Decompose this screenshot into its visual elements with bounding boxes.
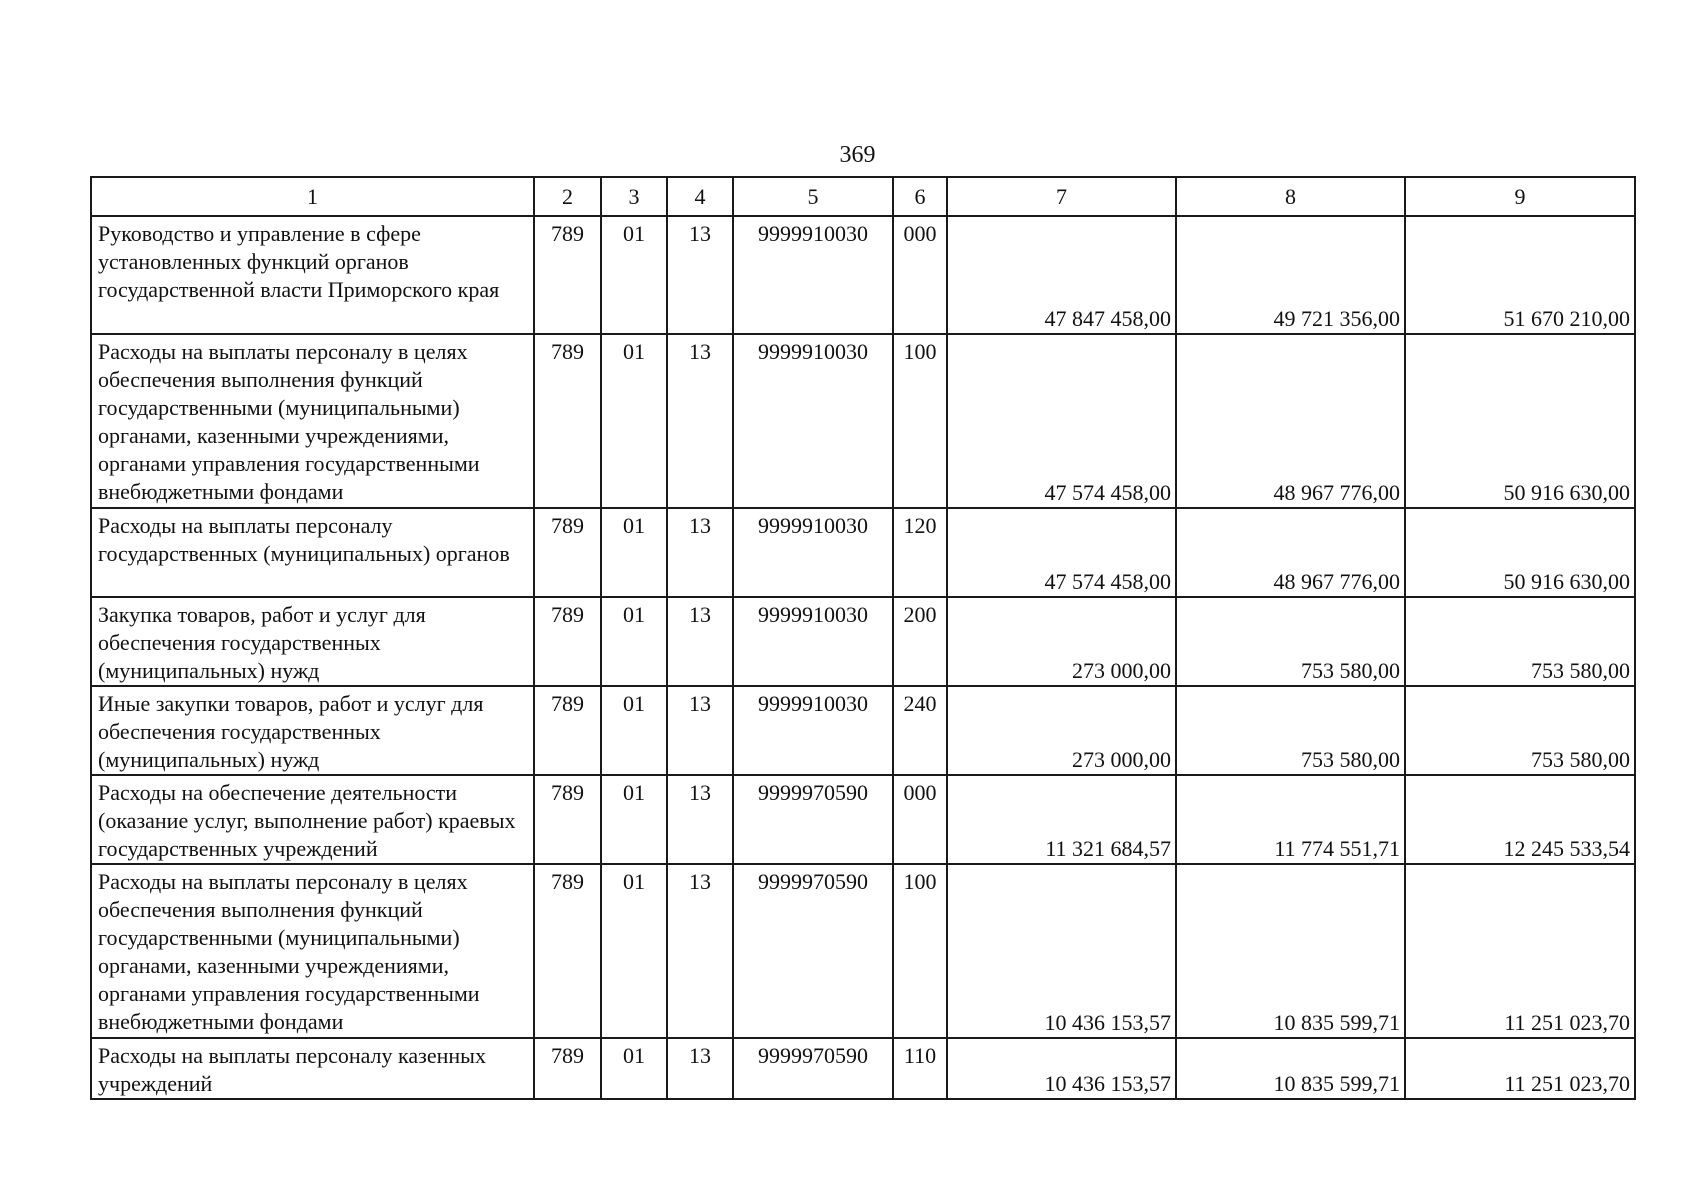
cell-col-7: 273 000,00 <box>947 686 1176 775</box>
cell-col-2: 789 <box>534 686 601 775</box>
cell-col-8: 10 835 599,71 <box>1176 864 1405 1038</box>
cell-col-2: 789 <box>534 216 601 334</box>
cell-col-6: 120 <box>893 508 947 597</box>
cell-col-2: 789 <box>534 508 601 597</box>
cell-col-9: 50 916 630,00 <box>1405 334 1635 508</box>
cell-col-3: 01 <box>601 508 667 597</box>
cell-col-6: 000 <box>893 775 947 864</box>
header-col-1: 1 <box>91 177 534 216</box>
table-row <box>91 686 1635 775</box>
cell-col-3: 01 <box>601 216 667 334</box>
cell-col-2: 789 <box>534 334 601 508</box>
cell-col-5: 9999970590 <box>733 775 893 864</box>
header-col-3: 3 <box>601 177 667 216</box>
table-row <box>91 597 1635 686</box>
cell-col-4: 13 <box>667 686 733 775</box>
budget-table <box>90 176 1636 1100</box>
cell-col-6: 100 <box>893 864 947 1038</box>
header-col-2: 2 <box>534 177 601 216</box>
cell-col-2: 789 <box>534 597 601 686</box>
cell-col-8: 48 967 776,00 <box>1176 334 1405 508</box>
cell-col-4: 13 <box>667 775 733 864</box>
cell-col-5: 9999970590 <box>733 864 893 1038</box>
cell-col-9: 51 670 210,00 <box>1405 216 1635 334</box>
header-col-5: 5 <box>733 177 893 216</box>
cell-col-3: 01 <box>601 597 667 686</box>
cell-col-8: 11 774 551,71 <box>1176 775 1405 864</box>
cell-col-5: 9999970590 <box>733 1038 893 1099</box>
table-row <box>91 508 1635 597</box>
cell-col-2: 789 <box>534 1038 601 1099</box>
cell-col-3: 01 <box>601 334 667 508</box>
cell-col-8: 753 580,00 <box>1176 686 1405 775</box>
table-row <box>91 334 1635 508</box>
cell-col-8: 753 580,00 <box>1176 597 1405 686</box>
cell-col-7: 273 000,00 <box>947 597 1176 686</box>
cell-col-6: 100 <box>893 334 947 508</box>
cell-col-6: 000 <box>893 216 947 334</box>
row-description: Расходы на выплаты персоналу казенных учреждений <box>91 1038 534 1099</box>
cell-col-7: 10 436 153,57 <box>947 1038 1176 1099</box>
cell-col-8: 48 967 776,00 <box>1176 508 1405 597</box>
cell-col-9: 50 916 630,00 <box>1405 508 1635 597</box>
cell-col-5: 9999910030 <box>733 686 893 775</box>
cell-col-9: 753 580,00 <box>1405 597 1635 686</box>
row-description: Расходы на обеспечение деятельности (оказание услуг, выполнение работ) краевых государственных учреждений <box>91 775 534 864</box>
cell-col-4: 13 <box>667 864 733 1038</box>
cell-col-4: 13 <box>667 334 733 508</box>
cell-col-4: 13 <box>667 1038 733 1099</box>
table-row <box>91 216 1635 334</box>
cell-col-6: 110 <box>893 1038 947 1099</box>
table-row <box>91 775 1635 864</box>
cell-col-7: 47 574 458,00 <box>947 334 1176 508</box>
cell-col-2: 789 <box>534 864 601 1038</box>
cell-col-6: 200 <box>893 597 947 686</box>
header-row <box>91 177 1635 216</box>
cell-col-3: 01 <box>601 864 667 1038</box>
header-col-4: 4 <box>667 177 733 216</box>
cell-col-4: 13 <box>667 597 733 686</box>
cell-col-7: 11 321 684,57 <box>947 775 1176 864</box>
row-description: Иные закупки товаров, работ и услуг для обеспечения государственных (муниципальных) нужд <box>91 686 534 775</box>
cell-col-6: 240 <box>893 686 947 775</box>
cell-col-7: 47 847 458,00 <box>947 216 1176 334</box>
row-description: Руководство и управление в сфере установленных функций органов государственной власти Приморского края <box>91 216 534 334</box>
header-col-7: 7 <box>947 177 1176 216</box>
cell-col-4: 13 <box>667 216 733 334</box>
row-description: Расходы на выплаты персоналу государственных (муниципальных) органов <box>91 508 534 597</box>
cell-col-7: 10 436 153,57 <box>947 864 1176 1038</box>
cell-col-8: 49 721 356,00 <box>1176 216 1405 334</box>
cell-col-7: 47 574 458,00 <box>947 508 1176 597</box>
page-number: 369 <box>839 142 876 168</box>
cell-col-3: 01 <box>601 1038 667 1099</box>
row-description: Закупка товаров, работ и услуг для обеспечения государственных (муниципальных) нужд <box>91 597 534 686</box>
cell-col-5: 9999910030 <box>733 216 893 334</box>
header-col-8: 8 <box>1176 177 1405 216</box>
cell-col-4: 13 <box>667 508 733 597</box>
cell-col-5: 9999910030 <box>733 597 893 686</box>
cell-col-5: 9999910030 <box>733 334 893 508</box>
row-description: Расходы на выплаты персоналу в целях обеспечения выполнения функций государственными (муниципальными) органами, казенными учреждениями, органами управления государственными внебюджетными фондами <box>91 334 534 508</box>
header-col-9: 9 <box>1405 177 1635 216</box>
row-description: Расходы на выплаты персоналу в целях обеспечения выполнения функций государственными (муниципальными) органами, казенными учреждениями, органами управления государственными внебюджетными фондами <box>91 864 534 1038</box>
cell-col-3: 01 <box>601 775 667 864</box>
cell-col-9: 11 251 023,70 <box>1405 864 1635 1038</box>
cell-col-3: 01 <box>601 686 667 775</box>
cell-col-8: 10 835 599,71 <box>1176 1038 1405 1099</box>
cell-col-9: 753 580,00 <box>1405 686 1635 775</box>
cell-col-9: 12 245 533,54 <box>1405 775 1635 864</box>
table-row <box>91 864 1635 1038</box>
cell-col-5: 9999910030 <box>733 508 893 597</box>
table-row <box>91 1038 1635 1099</box>
header-col-6: 6 <box>893 177 947 216</box>
cell-col-2: 789 <box>534 775 601 864</box>
cell-col-9: 11 251 023,70 <box>1405 1038 1635 1099</box>
